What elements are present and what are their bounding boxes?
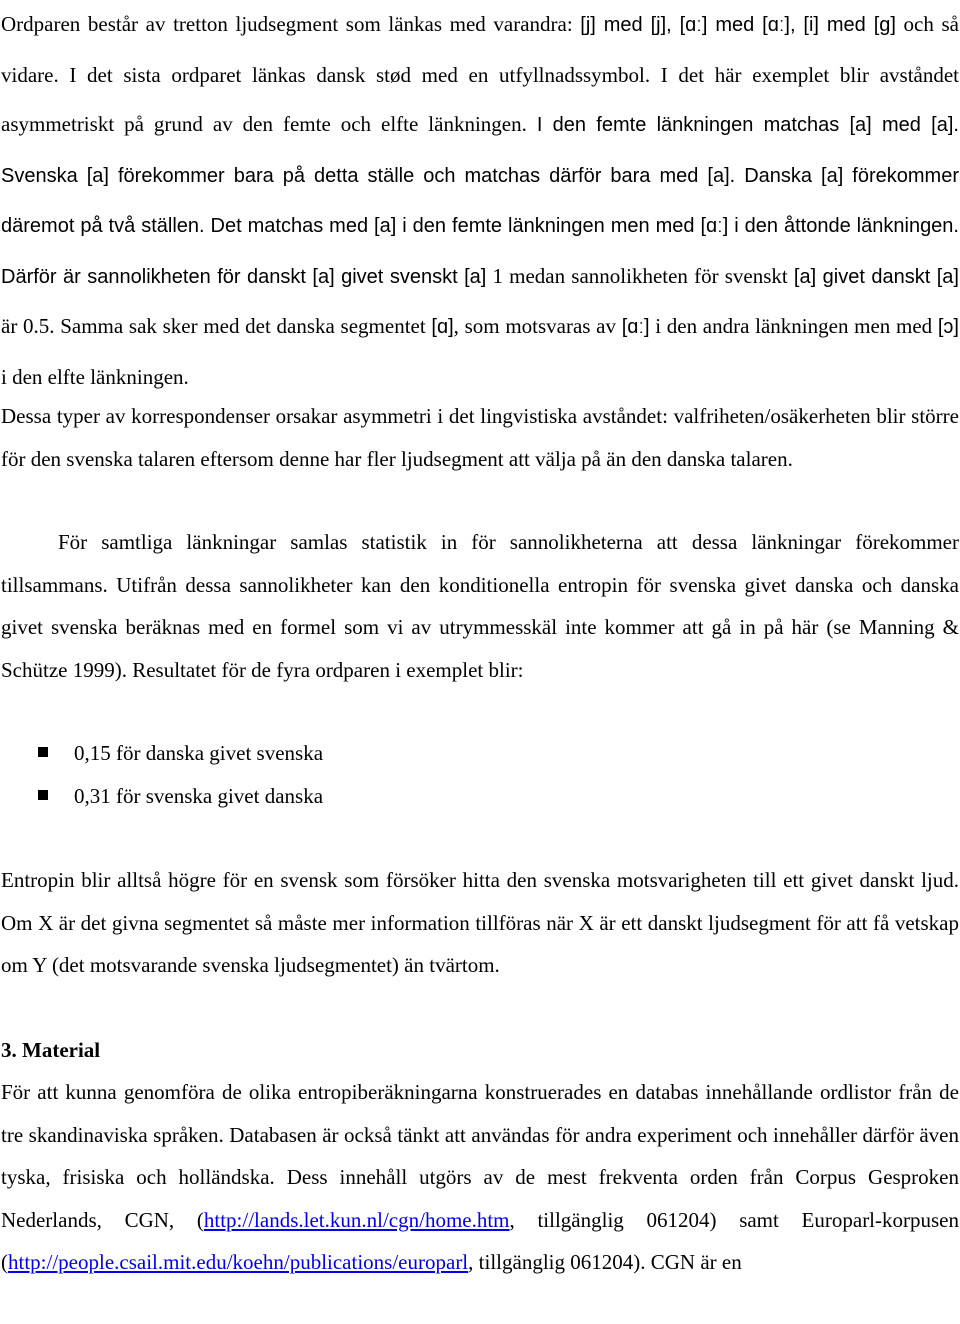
material-text-2: , tillgänglig 061204) samt Europarl-korpusen ( bbox=[1, 1207, 959, 1274]
result-swedish-given-danish: 0,31 för svenska givet danska bbox=[74, 783, 324, 808]
square-bullet-icon bbox=[38, 790, 48, 800]
ipa-segments-1: [j] med [j], [ɑː] med [ɑː], [i] med [g] bbox=[580, 14, 896, 36]
material-text-3: , tillgänglig 061204). CGN är en bbox=[468, 1250, 742, 1274]
result-danish-given-swedish: 0,15 för danska givet svenska bbox=[74, 741, 324, 765]
paragraph-statistics: För samtliga länkningar samlas statistik in för sannolikheterna att dessa länkningar förekommer tillsammans. Utifrån dessa sannolikheter kan den konditionella entropin för svenska givet danska och danska givet svenska beräknas med en formel som vi av utrymmesskäl inte kommer att gå in på här (se Manning & Schütze 1999). Resultatet för de fyra ordparen i exemplet blir: bbox=[1, 530, 959, 682]
paragraph-ipa-text-3: 1 medan sannolikheten för svenskt bbox=[486, 263, 794, 288]
ipa-segments-2: I den femte länkningen matchas [a] med [a]. Svenska [a] förekommer bara på detta ställe och matchas därför bara med [a]. Danska [a] förekommer däremot på två ställen. Det matchas med [a] i den femte länkningen men med [ɑː] i den åttonde länkningen. Därför är sannolikheten för danskt [a] givet svenskt [a] bbox=[1, 114, 959, 288]
paragraph-ipa-text-5: , som motsvaras av bbox=[453, 314, 622, 338]
europarl-link[interactable]: http://people.csail.mit.edu/koehn/publications/europarl bbox=[8, 1250, 469, 1274]
ipa-segments-3: [a] givet danskt [a] bbox=[793, 265, 959, 288]
list-item bbox=[0, 732, 323, 775]
paragraph-entropy: Entropin blir alltså högre för en svensk som försöker hitta den svenska motsvarigheten till ett givet danskt ljud. Om X är det givna segmentet så måste mer information tillföras när X är ett danskt ljudsegment för att få vetskap om Y (det motsvarande svenska ljudsegmentet) än tvärtom. bbox=[1, 868, 959, 977]
paragraph-material bbox=[1, 1071, 959, 1284]
paragraph-ipa-text-2: och så vidare. I det sista ordparet länkas dansk stød med en utfyllnadssymbol. I det här exemplet blir avståndet asymmetriskt på grund av den femte och elfte länkningen. bbox=[1, 12, 959, 136]
ipa-segments-4: [ɑ] bbox=[431, 316, 454, 338]
ipa-segments-5: [ɑː] bbox=[621, 316, 650, 338]
paragraph-ipa-text-7: i den elfte länkningen. bbox=[1, 364, 189, 389]
paragraph-ipa-text-6: i den andra länkningen men med bbox=[649, 314, 938, 338]
paragraph-ipa-text-4: är 0.5. Samma sak sker med det danska segmentet bbox=[1, 314, 432, 338]
material-text-1: För att kunna genomföra de olika entropiberäkningarna konstruerades en databas innehållande ordlistor från de tre skandinaviska språken. Databasen är också tänkt att användas för andra experiment och innehåller därför även tyska, frisiska och holländska. Dess innehåll utgörs av de mest frekventa orden från Corpus Gesproken Nederlands, CGN, ( bbox=[1, 1080, 959, 1232]
list-item bbox=[0, 775, 323, 818]
paragraph-asymmetry: Dessa typer av korrespondenser orsakar asymmetri i det lingvistiska avståndet: valfriheten/osäkerheten blir större för den svenska talaren eftersom denne har fler ljudsegment att välja på än den danska talaren. bbox=[1, 404, 959, 471]
cgn-link[interactable]: http://lands.let.kun.nl/cgn/home.htm bbox=[203, 1207, 510, 1232]
paragraph-ipa-example bbox=[1, 0, 959, 402]
ipa-segments-6: [ɔ] bbox=[937, 316, 959, 338]
paragraph-ipa-text-1: Ordparen består av tretton ljudsegment som länkas med varandra: bbox=[1, 12, 581, 36]
results-list bbox=[0, 732, 323, 817]
section-heading: 3. Material bbox=[1, 1038, 101, 1062]
square-bullet-icon bbox=[38, 747, 48, 757]
